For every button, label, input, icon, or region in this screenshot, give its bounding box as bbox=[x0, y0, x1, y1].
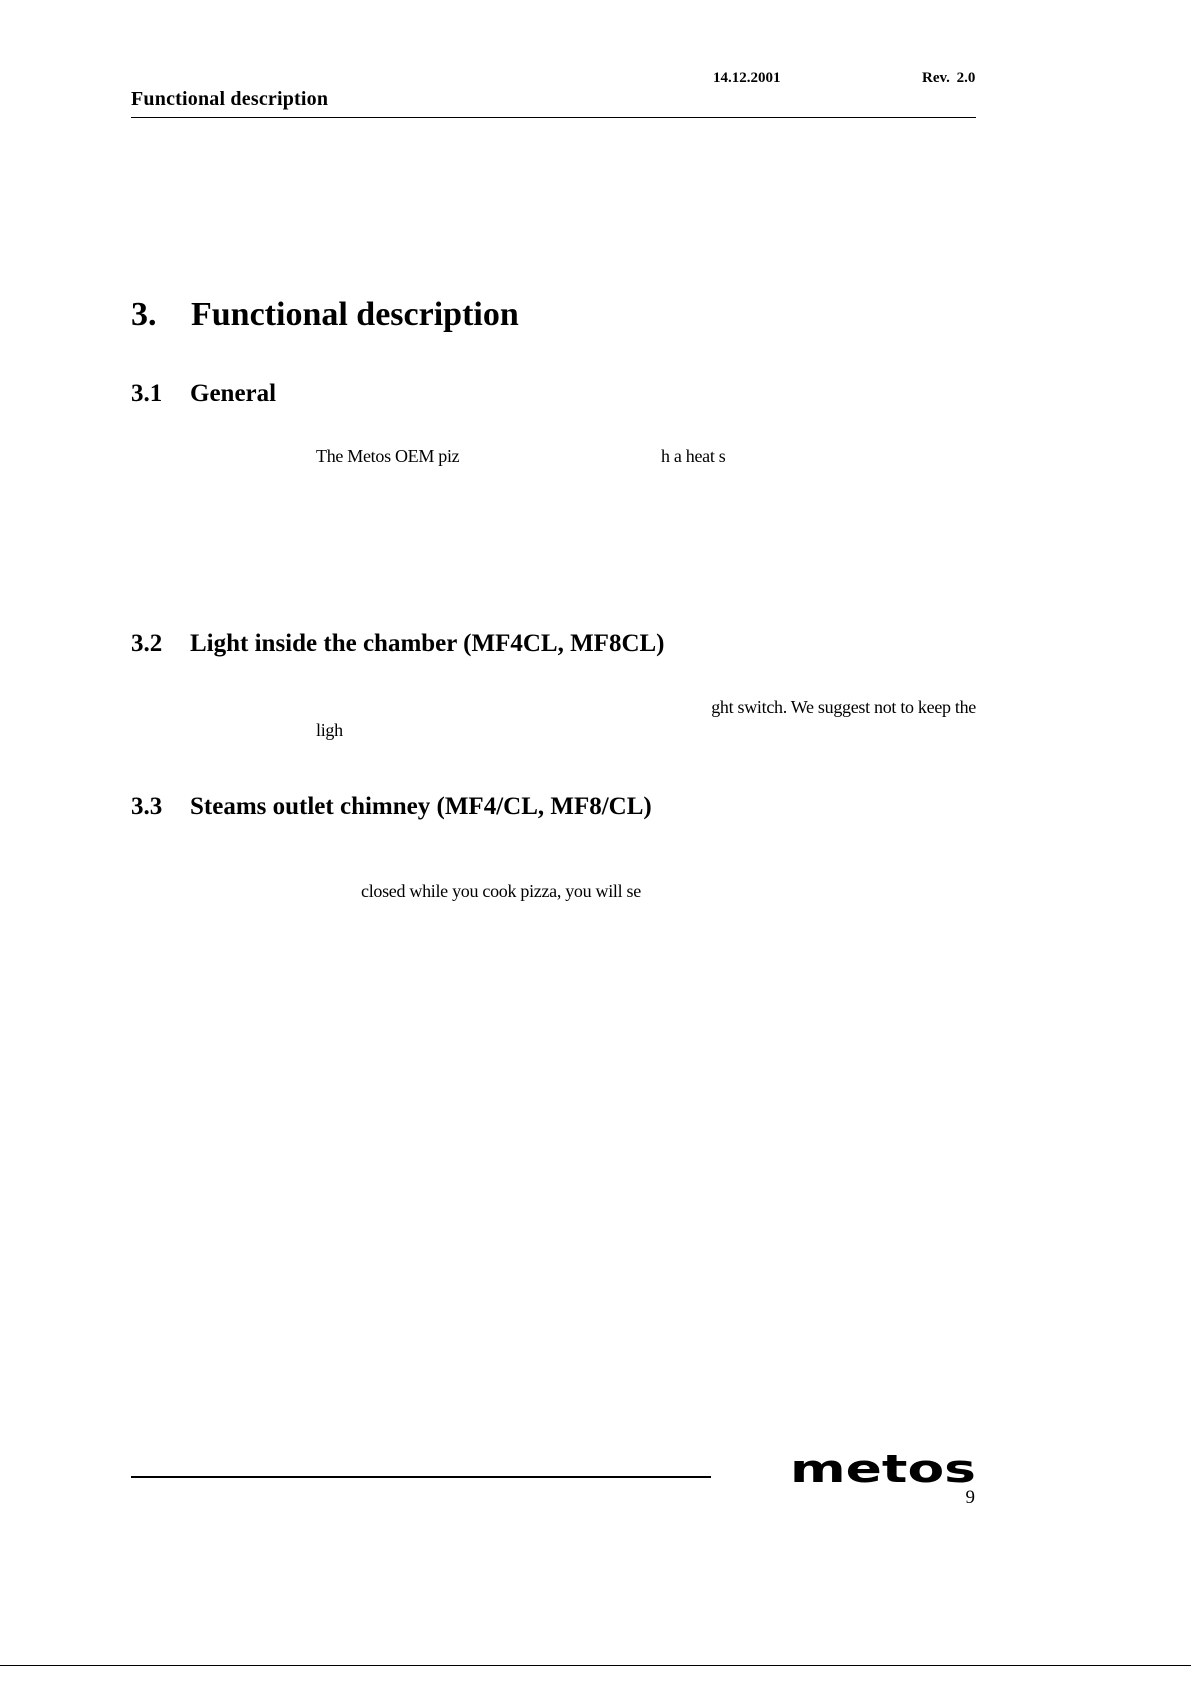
body-text-fragment: The Metos OEM piz bbox=[316, 446, 460, 466]
section-heading-light bbox=[131, 630, 665, 658]
scan-edge-line bbox=[0, 1665, 1191, 1666]
section-heading-general bbox=[131, 380, 276, 408]
header-date: 14.12.2001 bbox=[713, 70, 781, 86]
header-section-title: Functional description bbox=[131, 88, 329, 110]
body-text-fragment: ght switch. We suggest not to keep the bbox=[711, 697, 976, 717]
metos-logo bbox=[788, 1454, 978, 1491]
body-text-fragment: h a heat s bbox=[661, 446, 726, 466]
section-number: 3.2 bbox=[131, 630, 163, 657]
chapter-heading bbox=[131, 296, 519, 334]
page-number: 9 bbox=[965, 1487, 975, 1508]
body-text-fragment: ligh bbox=[316, 720, 343, 740]
section-title: General bbox=[190, 380, 277, 407]
section-number: 3.3 bbox=[131, 793, 163, 820]
svg-text:metos: metos bbox=[790, 1454, 976, 1486]
section-title: Steams outlet chimney (MF4/CL, MF8/CL) bbox=[190, 793, 652, 820]
header-revision: Rev. 2.0 bbox=[922, 70, 976, 86]
section-heading-chimney bbox=[131, 793, 652, 821]
chapter-title: Functional description bbox=[191, 296, 519, 333]
header-divider bbox=[131, 117, 976, 118]
footer-divider bbox=[131, 1476, 711, 1478]
chapter-number: 3. bbox=[131, 296, 157, 333]
section-number: 3.1 bbox=[131, 380, 163, 407]
section-title: Light inside the chamber (MF4CL, MF8CL) bbox=[190, 630, 665, 657]
body-text-fragment: closed while you cook pizza, you will se bbox=[361, 881, 641, 901]
